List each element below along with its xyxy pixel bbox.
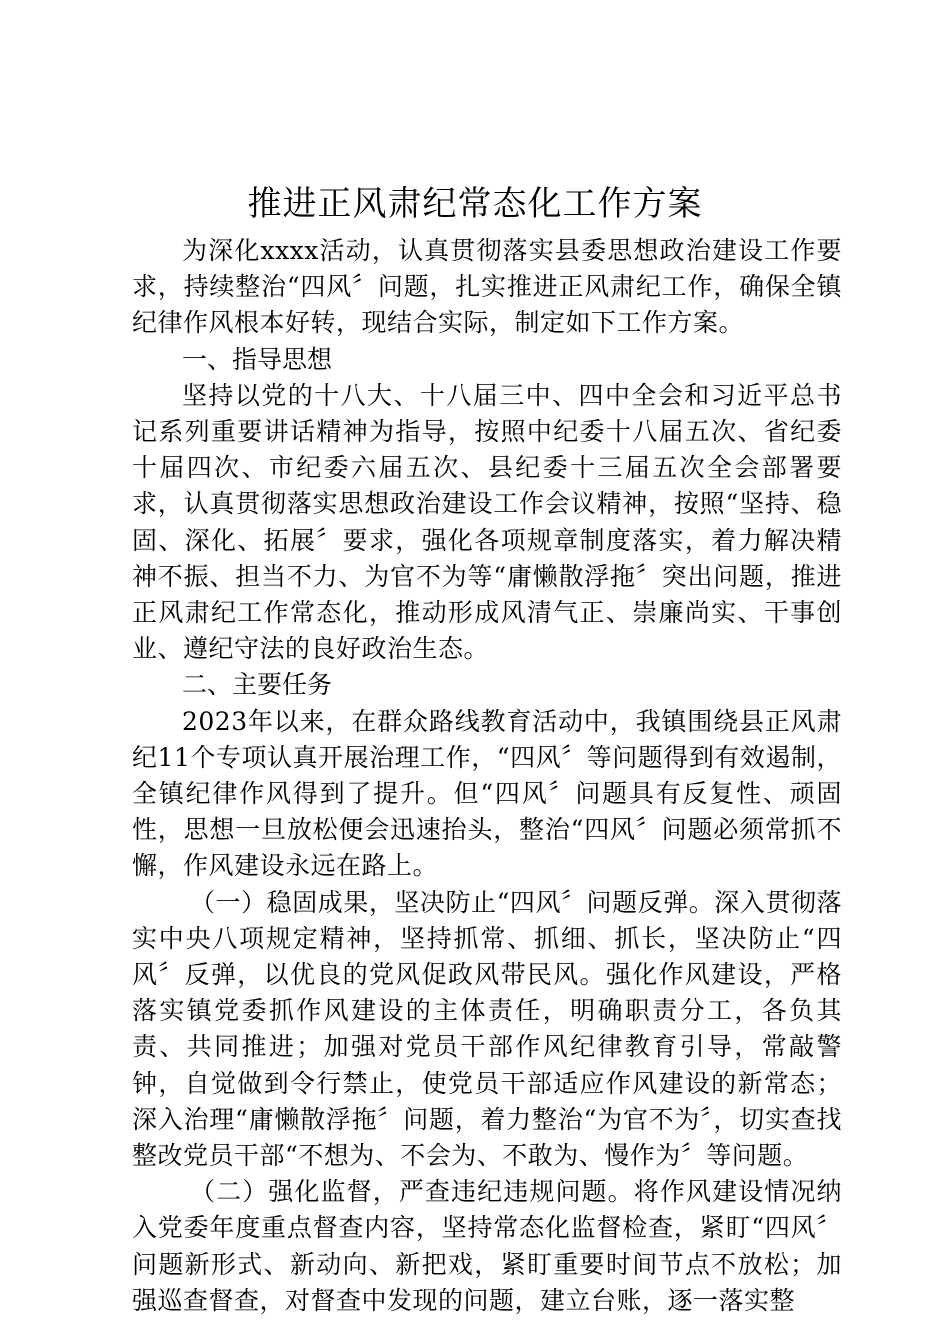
document-body [132, 233, 842, 1319]
body-paragraph: 为深化xxxx活动，认真贯彻落实县委思想政治建设工作要求，持续整治“四风〞问题，扎实推进正风肃纪工作，确保全镇纪律作风根本好转，现结合实际，制定如下工作方案。 [132, 236, 842, 338]
document-title: 推进正风肃纪常态化工作方案 [247, 184, 703, 224]
section-heading: 一、指导思想 [182, 344, 333, 374]
body-paragraph: 2023年以来，在群众路线教育活动中，我镇围绕县正风肃纪11个专项认真开展治理工作，“四风〞等问题得到有效遏制，全镇纪律作风得到了提升。但“四风〞问题具有反复性、顽固性，思想一旦放松便会迅速抬头，整治“四风〞问题必须常抓不懈，作风建设永远在路上。 [132, 706, 842, 881]
body-paragraph: 坚持以党的十八大、十八届三中、四中全会和习近平总书记系列重要讲话精神为指导，按照中纪委十八届五次、省纪委十届四次、市纪委六届五次、县纪委十三届五次全会部署要求，认真贯彻落实思想政治建设工作会议精神，按照“坚持、稳固、深化、拓展〞要求，强化各项规章制度落实，着力解决精神不振、担当不力、为官不为等“庸懒散浮拖〞突出问题，推进正风肃纪工作常态化，推动形成风清气正、崇廉尚实、干事创业、遵纪守法的良好政治生态。 [132, 380, 842, 664]
body-paragraph: （二）强化监督，严查违纪违规问题。将作风建设情况纳入党委年度重点督查内容，坚持常态化监督检查，紧盯“四风〞问题新形式、新动向、新把戏，紧盯重要时间节点不放松；加强巡查督查，对督查中发现的问题，建立台账，逐一落实整 [132, 1177, 842, 1315]
body-paragraph: （一）稳固成果，坚决防止“四风〞问题反弹。深入贯彻落实中央八项规定精神，坚持抓常、抓细、抓长，坚决防止“四风〞反弹，以优良的党风促政风带民风。强化作风建设，严格落实镇党委抓作风建设的主体责任，明确职责分工，各负其责、共同推进；加强对党员干部作风纪律教育引导，常敲警钟，自觉做到令行禁止，使党员干部适应作风建设的新常态；深入治理“庸懒散浮拖〞问题，着力整治“为官不为〞，切实查找整改党员干部“不想为、不会为、不敢为、慢作为〞等问题。 [132, 887, 842, 1171]
section-heading: 二、主要任务 [182, 670, 333, 700]
